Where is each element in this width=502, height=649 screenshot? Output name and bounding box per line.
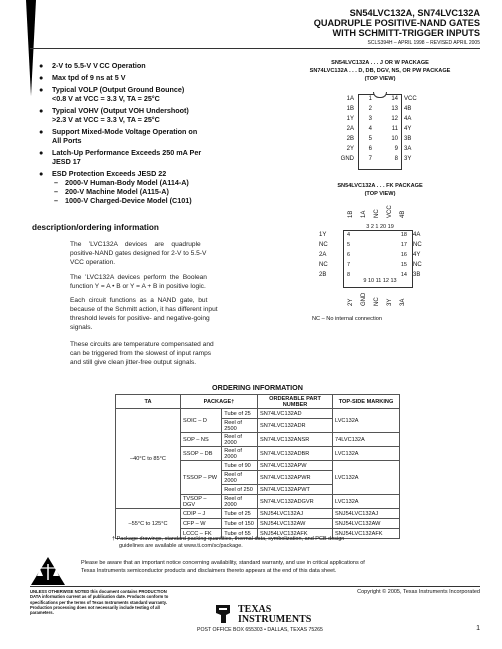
ti-logo-text: TEXAS INSTRUMENTS [238,604,312,625]
qty-cell: Reel of 2000 [222,471,258,485]
column-header: TA [116,395,181,409]
package-cell: SOIC – D [181,409,222,433]
postal-address: POST OFFICE BOX 655303 • DALLAS, TEXAS 75265 [197,627,323,633]
pin-name: 2A [346,126,354,132]
qty-cell: Reel of 250 [222,485,258,495]
part-number-cell: SN74LVC132APW [258,461,333,471]
pin-name: NC [413,242,422,248]
pin-name: NC [374,209,380,218]
pin-name: GND [361,292,367,306]
package-cell: LCCC – FK [181,529,222,539]
pin-name: 4B [404,106,412,112]
qty-cell: Reel of 2000 [222,447,258,461]
qty-cell: Tube of 150 [222,519,258,529]
pin-name: 2Y [348,298,354,306]
pin-number: 12 [391,116,398,122]
package-cell: CDIP – J [181,509,222,519]
package-title: SN54LVC132A . . . FK PACKAGE [337,183,423,189]
qty-cell: Tube of 55 [222,529,258,539]
description-paragraph: The ’LVC132A devices are quadruple positive-NAND gates designed for 2-V to 5.5-V VCC operation. [70,241,207,267]
copyright: Copyright © 2005, Texas Instruments Incorporated [357,589,480,595]
pin-name: 4A [413,232,421,238]
feature-item-cont: <0.8 V at VCC = 3.3 V, TA = 25°C [52,94,160,103]
package-view: (TOP VIEW) [364,76,396,82]
pin-name: 3B [404,136,412,142]
pin-name: 3A [404,146,412,152]
marking-cell: SNJ54LVC132AW [333,519,400,529]
pin-name: 1B [348,210,354,218]
part-number-cell: SN74LVC132ANSR [258,433,333,447]
marking-cell: LVC132A [333,409,400,433]
pin-name: 1A [346,96,354,102]
feature-item-cont: All Ports [52,136,82,145]
description-paragraph: The ’LVC132A devices perform the Boolean function Y = A • B or Y = A + B in positive logic. [70,274,207,291]
footer-rule [30,586,480,587]
ta-cell: –55°C to 125°C [116,509,181,539]
ti-logo-icon [212,603,234,630]
doc-title-line1: QUADRUPLE POSITIVE-NAND GATES [313,18,480,28]
pin-number: 5 [368,136,372,142]
pin-name: 3Y [387,298,393,306]
part-number-cell: SN74LVC132AD [258,409,333,419]
pin-name: 1A [361,210,367,218]
ordering-heading: ORDERING INFORMATION [212,383,303,392]
package-cell: SSOP – DB [181,447,222,461]
pin-number: 4 [347,232,351,238]
package-cell: SOP – NS [181,433,222,447]
pin-name: 1Y [346,116,354,122]
pin-number: 4 [368,126,372,132]
package-cell: TSSOP – PW [181,461,222,495]
pin-numbers-bottom: 9 10 11 12 13 [363,278,397,284]
pin-name: 2A [319,252,327,258]
dip-package-diagram [330,92,440,172]
pin-number: 5 [347,242,351,248]
part-number-cell: SN74LVC132APWT [258,485,333,495]
pin-number: 15 [400,262,407,268]
column-header: PACKAGE† [181,395,258,409]
pin-numbers-top: 3 2 1 20 19 [366,224,394,230]
table-row [116,509,400,519]
pin-number: 7 [347,262,351,268]
pin-name: 4Y [404,126,412,132]
header-rule [30,48,480,49]
doc-title-line2: WITH SCHMITT-TRIGGER INPUTS [332,28,480,38]
pin-number: 9 [394,146,398,152]
feature-item: ● Typical VOLP (Output Ground Bounce) [39,85,185,94]
pin-number: 2 [368,106,372,112]
package-view: (TOP VIEW) [364,191,396,197]
ordering-table [115,394,400,539]
description-paragraph: These circuits are temperature compensated and can be triggered from the slowest of input ramps and still give clean jitter-free output signals. [70,341,214,367]
part-number-cell: SNJ54LVC132AFK [258,529,333,539]
marking-cell: SNJ54LVC132AFK [333,529,400,539]
pin-number: 3 [368,116,372,122]
feature-item: ● ESD Protection Exceeds JESD 22 [39,169,167,178]
feature-item-cont: >2.3 V at VCC = 3.3 V, TA = 25°C [52,115,160,124]
pin-number: 16 [400,252,407,258]
production-data-notice: UNLESS OTHERWISE NOTED this document contains PRODUCTION DATA information current as of publication date. Products conform to specifications per the terms of Texas Instruments standard warranty. Production processing does not necessarily include testing of all parameters. [30,589,169,616]
pin-name: 2Y [346,146,354,152]
page-number: 1 [476,625,480,632]
qty-cell: Tube of 25 [222,509,258,519]
pin-number: 14 [400,272,407,278]
package-cell: CFP – W [181,519,222,529]
section-heading: description/ordering information [32,223,159,232]
table-row [116,409,400,419]
pin-name: 2B [346,136,354,142]
package-cell: TVSOP – DGV [181,495,222,509]
feature-item: ● Support Mixed-Mode Voltage Operation on [39,127,198,136]
esd-item: – 200-V Machine Model (A115-A) [54,187,169,196]
column-header: ORDERABLE PART NUMBER [258,395,333,409]
pin-number: 18 [400,232,407,238]
table-footnote: † Package drawings, standard packing quantities, thermal data, symbolization, and PCB design guidelines are available at www.ti.com/sc/package. [112,536,345,549]
ta-cell: –40°C to 85°C [116,409,181,509]
pin-name: 4A [404,116,412,122]
pin-name: NC [319,262,328,268]
fk-package-diagram [315,198,445,308]
feature-item: ● 2-V to 5.5-V V CC Operation [39,61,146,70]
pin-name: 2B [319,272,327,278]
doc-reference: SCLS394H – APRIL 1998 – REVISED APRIL 2005 [367,40,480,46]
pin-number: 1 [368,96,372,102]
pin-name: 1Y [319,232,327,238]
pin-number: 14 [391,96,398,102]
feature-item: ● Typical VOHV (Output VOH Undershoot) [39,106,189,115]
pin-name: 3Y [404,156,412,162]
pin-number: 11 [391,126,398,132]
feature-item: ● Max tpd of 9 ns at 5 V [39,73,126,82]
esd-item: – 1000-V Charged-Device Model (C101) [54,196,192,205]
qty-cell: Reel of 2500 [222,419,258,433]
marking-cell: LVC132A [333,461,400,495]
part-number-cell: SN74LVC132ADBR [258,447,333,461]
part-number-cell: SNJ54LVC132AJ [258,509,333,519]
pin-name: 4B [400,210,406,218]
pin-number: 8 [394,156,398,162]
pin-name: 3A [400,298,406,306]
pin-name: NC [374,297,380,306]
part-numbers-title: SN54LVC132A, SN74LVC132A [349,8,480,18]
pin-number: 6 [368,146,372,152]
pin-name: 4Y [413,252,421,258]
qty-cell: Tube of 90 [222,461,258,471]
qty-cell: Tube of 25 [222,409,258,419]
pin-name: NC [413,262,422,268]
esd-item: – 2000-V Human-Body Model (A114-A) [54,178,189,187]
pin-number: 13 [391,106,398,112]
feature-item: ● Latch-Up Performance Exceeds 250 mA Per [39,148,202,157]
part-number-cell: SN74LVC132APWR [258,471,333,485]
part-number-cell: SNJ54LVC132AW [258,519,333,529]
pin-name: NC [319,242,328,248]
pin-number: 8 [347,272,351,278]
marking-cell: LVC132A [333,447,400,461]
qty-cell: Reel of 2000 [222,495,258,509]
nc-note: NC – No internal connection [312,316,382,322]
marking-cell: LVC132A [333,495,400,509]
package-title: SN74LVC132A . . . D, DB, DGV, NS, OR PW PACKAGE [309,68,451,74]
column-header: TOP-SIDE MARKING [333,395,400,409]
feature-item-cont: JESD 17 [52,157,81,166]
pin-name: VCC [387,205,393,218]
pin-name: 1B [346,106,354,112]
pin-name: VCC [404,96,417,102]
important-notice: Please be aware that an important notice concerning availability, standard warranty, and use in critical applications of Texas Instruments semiconductor products and disclaimers thereto appears at the end of this data sheet. [81,560,365,574]
pin-name: 3B [413,272,421,278]
part-number-cell: SN74LVC132ADGVR [258,495,333,509]
marking-cell: 74LVC132A [333,433,400,447]
pin-number: 10 [391,136,398,142]
pin-number: 7 [368,156,372,162]
qty-cell: Reel of 2000 [222,433,258,447]
marking-cell: SNJ54LVC132AJ [333,509,400,519]
pin-number: 6 [347,252,351,258]
description-paragraph: Each circuit functions as a NAND gate, but because of the Schmitt action, it has different input threshold levels for positive- and negative-going signals. [70,297,218,332]
pin-number: 17 [400,242,407,248]
part-number-cell: SN74LVC132ADR [258,419,333,433]
pin-name: GND [340,156,354,162]
package-title: SN54LVC132A . . . J OR W PACKAGE [331,60,429,66]
